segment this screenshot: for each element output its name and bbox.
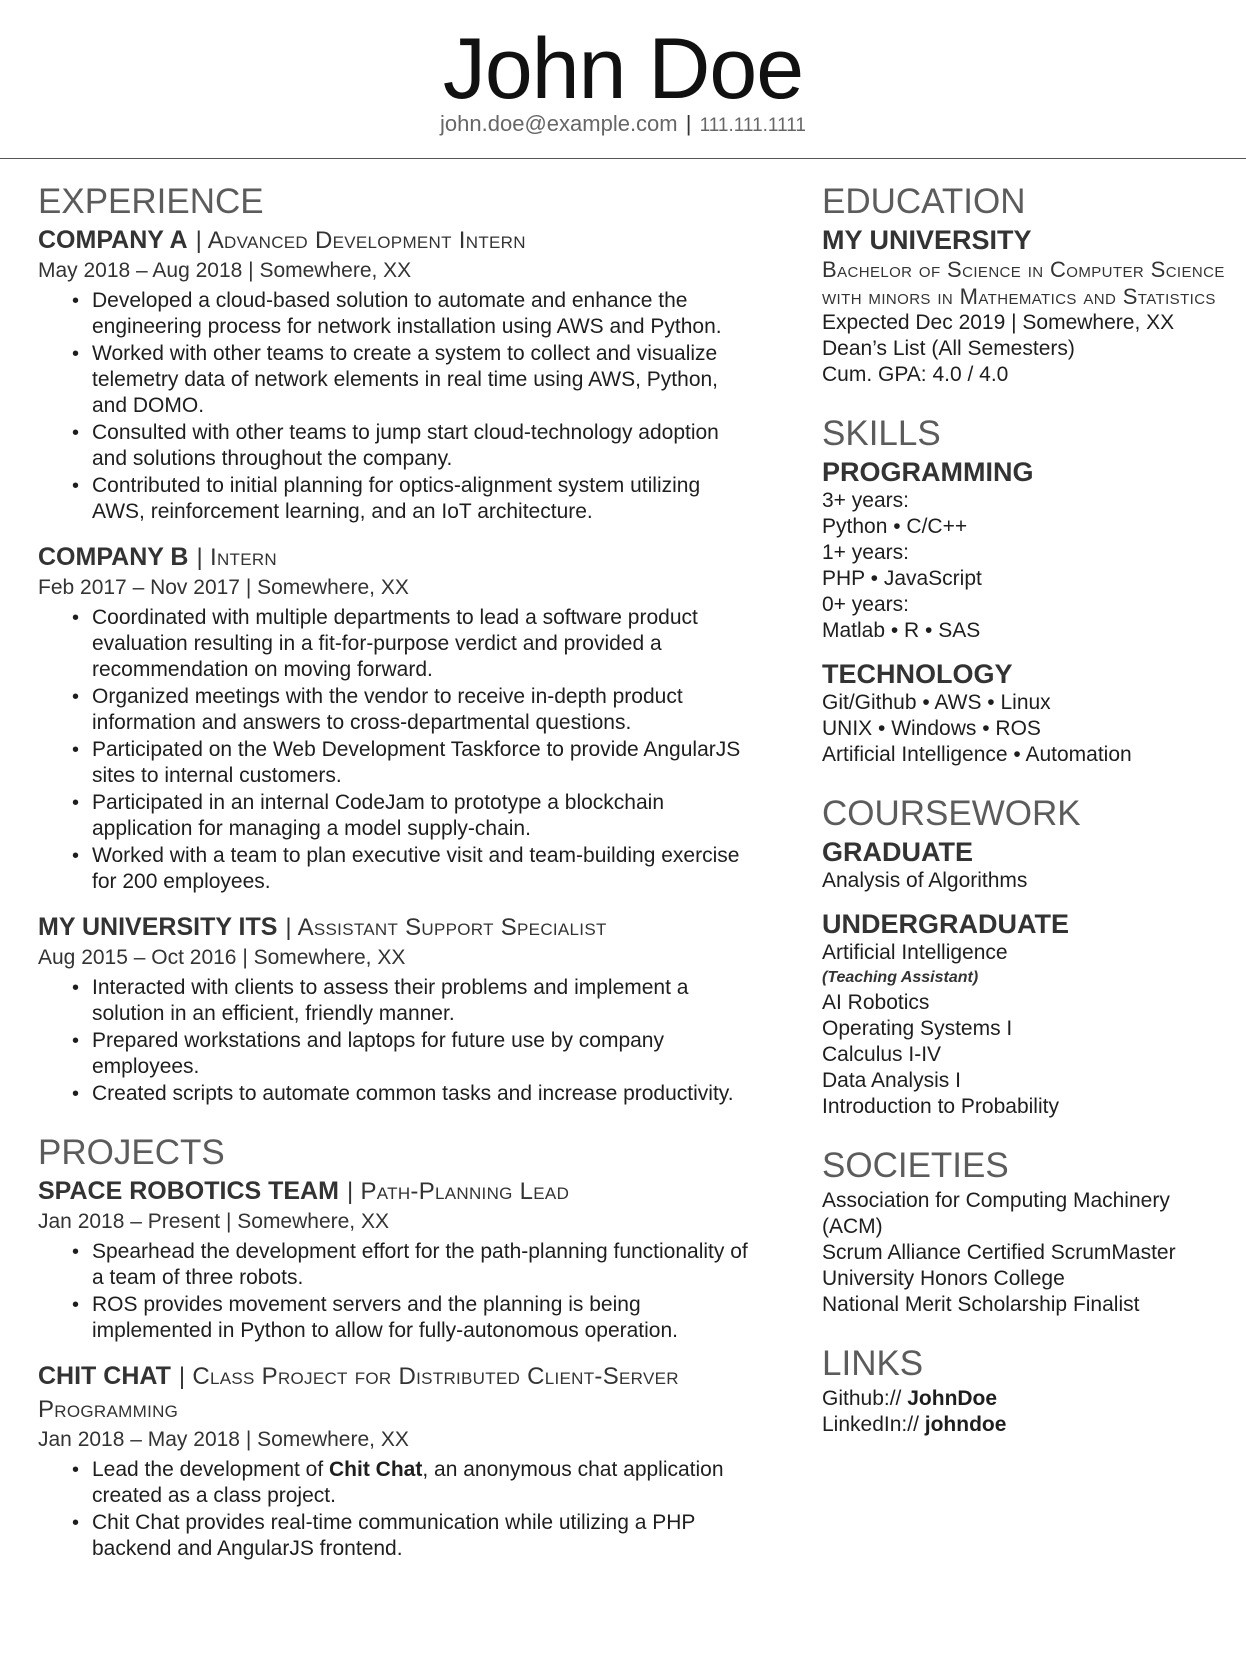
bullet-item: • ROS provides movement servers and the planning is being implemented in Python to allow for fully-autonomous operation. [92, 1292, 748, 1344]
entry-org: COMPANY A [38, 226, 188, 254]
course-item: Artificial Intelligence [822, 941, 1008, 964]
bullet-item: • Interacted with clients to assess their problems and implement a solution in an efficient, friendly manner. [92, 975, 748, 1027]
skill-level: 0+ years: [822, 593, 909, 616]
course-item: Operating Systems I [822, 1017, 1013, 1040]
bullet-list [38, 288, 748, 525]
degree: Bachelor of Science in Computer Science with minors in Mathematics and Statistics [822, 257, 1225, 309]
society-item: University Honors College [822, 1267, 1065, 1290]
entry-dates: May 2018 – Aug 2018 | Somewhere, XX [38, 259, 412, 282]
subsection-title: TECHNOLOGY [822, 659, 1013, 689]
bullet-list [38, 1239, 748, 1344]
bullet-item: • Prepared workstations and laptops for future use by company employees. [92, 1028, 748, 1080]
entry-heading [38, 1175, 748, 1208]
bullet-list [38, 975, 748, 1107]
bullet-item: • Participated in an internal CodeJam to prototype a blockchain application for managing a model supply-chain. [92, 790, 748, 842]
society-item: Scrum Alliance Certified ScrumMaster [822, 1241, 1176, 1264]
section-title-coursework: COURSEWORK [822, 794, 1081, 833]
coursework-section [822, 792, 1232, 1120]
bullet-item: • Chit Chat provides real-time communication while utilizing a PHP backend and AngularJS frontend. [92, 1510, 748, 1562]
entry-dates: Jan 2018 – May 2018 | Somewhere, XX [38, 1428, 409, 1451]
right-column [822, 180, 1232, 1462]
bullet-item: • Worked with other teams to create a system to collect and visualize telemetry data of network elements in real time using AWS, Python, and DOMO. [92, 341, 748, 419]
bullet-item [92, 1457, 748, 1509]
entry-org: COMPANY B [38, 543, 189, 571]
skill-items: Matlab • R • SAS [822, 619, 981, 642]
society-item: Association for Computing Machinery (ACM) [822, 1189, 1170, 1238]
bullet-list [38, 605, 748, 895]
link-prefix: Github:// [822, 1387, 902, 1410]
course-note: (Teaching Assistant) [822, 969, 979, 986]
contact-line [0, 111, 1246, 137]
bullet-item: • Spearhead the development effort for the path-planning functionality of a team of three robots. [92, 1239, 748, 1291]
linkedin-username[interactable]: johndoe [924, 1413, 1007, 1436]
subsection-title: UNDERGRADUATE [822, 909, 1069, 939]
entry-org: MY UNIVERSITY ITS [38, 913, 278, 941]
coursework-undergraduate [822, 908, 1232, 1120]
society-item: National Merit Scholarship Finalist [822, 1293, 1140, 1316]
school-name: MY UNIVERSITY [822, 225, 1032, 255]
experience-entry [38, 541, 748, 895]
skills-programming [822, 456, 1232, 644]
education-dates: Expected Dec 2019 | Somewhere, XX [822, 311, 1175, 334]
contact-separator: | [685, 111, 692, 136]
bullet-text: , an anonymous chat application created as a class project. [92, 1458, 724, 1507]
bullet-list [38, 1457, 748, 1562]
resume-header [0, 0, 1246, 159]
person-name: John Doe [442, 21, 804, 117]
section-title-projects: PROJECTS [38, 1133, 225, 1172]
entry-heading [38, 1360, 748, 1426]
course-item: Introduction to Probability [822, 1095, 1059, 1118]
experience-entry [38, 911, 748, 1107]
phone-number: 111.111.1111 [699, 115, 806, 136]
skill-level: 1+ years: [822, 541, 909, 564]
subsection-title: PROGRAMMING [822, 457, 1034, 487]
entry-dates: Aug 2015 – Oct 2016 | Somewhere, XX [38, 946, 406, 969]
links-section [822, 1342, 1232, 1438]
entry-org: CHIT CHAT [38, 1362, 171, 1390]
entry-org: SPACE ROBOTICS TEAM [38, 1177, 339, 1205]
project-entry [38, 1360, 748, 1562]
bullet-item: • Developed a cloud-based solution to automate and enhance the engineering process for network installation using AWS and Python. [92, 288, 748, 340]
skill-items: UNIX • Windows • ROS [822, 717, 1041, 740]
entry-role: | Assistant Support Specialist [285, 914, 607, 941]
entry-dates: Feb 2017 – Nov 2017 | Somewhere, XX [38, 576, 409, 599]
projects-section [38, 1131, 748, 1562]
linkedin-link[interactable] [822, 1412, 1232, 1438]
bullet-item: • Contributed to initial planning for optics-alignment system utilizing AWS, reinforcement learning, and an IoT architecture. [92, 473, 748, 525]
skill-items: Git/Github • AWS • Linux [822, 691, 1051, 714]
entry-heading [38, 224, 748, 257]
education-honors: Dean’s List (All Semesters) [822, 337, 1075, 360]
subsection-title: GRADUATE [822, 837, 973, 867]
skill-items: PHP • JavaScript [822, 567, 982, 590]
bullet-item: • Participated on the Web Development Taskforce to provide AngularJS sites to internal customers. [92, 737, 748, 789]
bullet-item: • Coordinated with multiple departments to lead a software product evaluation resulting in a fit-for-purpose verdict and provided a recommendation on moving forward. [92, 605, 748, 683]
github-link[interactable] [822, 1386, 1232, 1412]
skill-level: 3+ years: [822, 489, 909, 512]
bullet-item: • Worked with a team to plan executive visit and team-building exercise for 200 employees. [92, 843, 748, 895]
course-item: Data Analysis I [822, 1069, 961, 1092]
societies-section [822, 1144, 1232, 1318]
bullet-item: • Consulted with other teams to jump start cloud-technology adoption and solutions throughout the company. [92, 420, 748, 472]
bullet-item: • Organized meetings with the vendor to receive in-depth product information and answers to cross-departmental questions. [92, 684, 748, 736]
experience-section [38, 180, 748, 1107]
skills-section [822, 412, 1232, 768]
project-entry [38, 1175, 748, 1344]
section-title-experience: EXPERIENCE [38, 182, 264, 221]
skill-items: Python • C/C++ [822, 515, 968, 538]
education-section [822, 180, 1232, 388]
course-item: Calculus I-IV [822, 1043, 942, 1066]
left-column [38, 180, 748, 1586]
entry-role: | Advanced Development Intern [195, 227, 526, 254]
bullet-bold-text: Chit Chat [329, 1458, 423, 1481]
course-item: Analysis of Algorithms [822, 869, 1028, 892]
link-prefix: LinkedIn:// [822, 1413, 919, 1436]
education-gpa: Cum. GPA: 4.0 / 4.0 [822, 363, 1009, 386]
section-title-education: EDUCATION [822, 182, 1026, 221]
bullet-item: • Created scripts to automate common tasks and increase productivity. [92, 1081, 748, 1107]
skill-items: Artificial Intelligence • Automation [822, 743, 1132, 766]
email-link[interactable]: john.doe@example.com [440, 111, 678, 136]
entry-role: | Intern [196, 544, 278, 571]
experience-entry [38, 224, 748, 525]
section-title-skills: SKILLS [822, 414, 941, 453]
entry-dates: Jan 2018 – Present | Somewhere, XX [38, 1210, 389, 1233]
entry-role: | Path-Planning Lead [346, 1178, 570, 1205]
coursework-graduate [822, 836, 1232, 894]
entry-heading [38, 541, 748, 574]
section-title-societies: SOCIETIES [822, 1146, 1009, 1185]
entry-role: | Class Project for Distributed Client-Server Programming [38, 1363, 679, 1423]
skills-technology [822, 658, 1232, 768]
bullet-text: Lead the development of [92, 1458, 330, 1481]
entry-heading [38, 911, 748, 944]
github-username[interactable]: JohnDoe [907, 1387, 998, 1410]
course-item: AI Robotics [822, 991, 930, 1014]
section-title-links: LINKS [822, 1344, 924, 1383]
